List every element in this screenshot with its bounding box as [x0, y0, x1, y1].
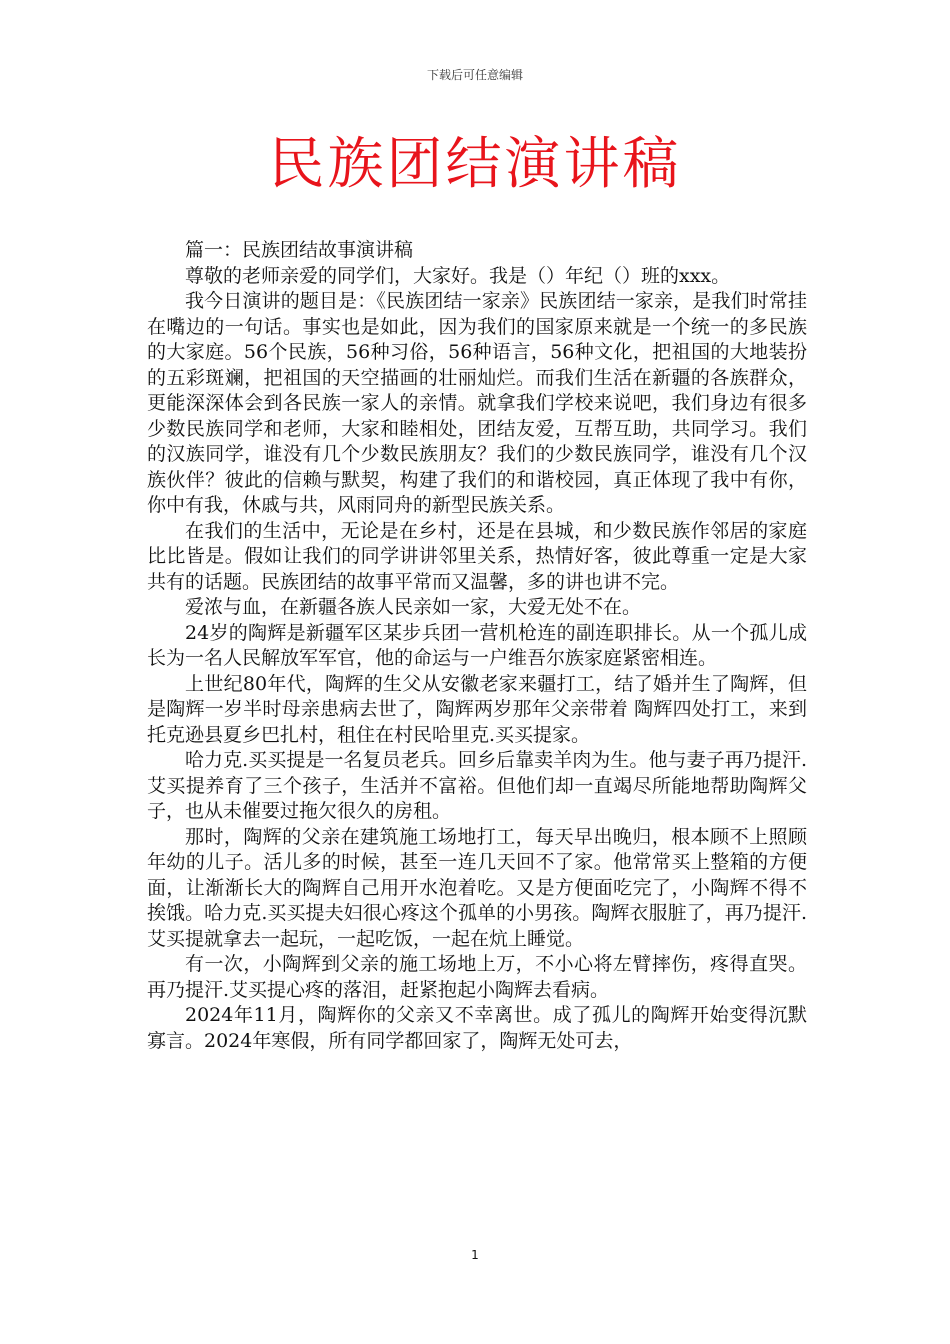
paragraph: 有一次，小陶辉到父亲的施工场地上万，不小心将左臂摔伤，疼得直哭。再乃提汗.艾买提心疼的落泪，赶紧抱起小陶辉去看病。	[147, 953, 807, 1001]
section-heading: 篇一：民族团结故事演讲稿	[185, 239, 414, 261]
paragraph: 在我们的生活中，无论是在乡村，还是在县城，和少数民族作邻居的家庭比比皆是。假如让我们的同学讲讲邻里关系，热情好客，彼此尊重一定是大家共有的话题。民族团结的故事平常而又温馨，多的讲也讲不完。	[147, 519, 807, 593]
paragraph: 尊敬的老师亲爱的同学们，大家好。我是（）年纪（）班的xxx。	[185, 264, 731, 287]
paragraph: 24岁的陶辉是新疆军区某步兵团一营机枪连的副连职排长。从一个孤儿成长为一名人民解放军军官，他的命运与一户维吾尔族家庭紧密相连。	[147, 621, 807, 669]
document-body	[147, 238, 807, 1054]
paragraph: 那时，陶辉的父亲在建筑施工场地打工，每天早出晚归，根本顾不上照顾年幼的儿子。活儿多的时候，甚至一连几天回不了家。他常常买上整箱的方便面，让渐渐长大的陶辉自己用开水泡着吃。又是方便面吃完了，小陶辉不得不挨饿。哈力克.买买提夫妇很心疼这个孤单的小男孩。陶辉衣服脏了，再乃提汗.艾买提就拿去一起玩，一起吃饭，一起在炕上睡觉。	[147, 825, 807, 950]
document-title: 民族团结演讲稿	[268, 132, 682, 197]
paragraph: 哈力克.买买提是一名复员老兵。回乡后靠卖羊肉为生。他与妻子再乃提汗.艾买提养育了三个孩子，生活并不富裕。但他们却一直竭尽所能地帮助陶辉父子，也从未催要过拖欠很久的房租。	[147, 749, 807, 822]
page-number: 1	[471, 1248, 479, 1262]
paragraph: 我今日演讲的题目是：《民族团结一家亲》民族团结一家亲，是我们时常挂在嘴边的一句话。事实也是如此，因为我们的国家原来就是一个统一的多民族的大家庭。56个民族，56种习俗，56种语言，56种文化，把祖国的大地装扮的五彩斑斓，把祖国的天空描画的壮丽灿烂。而我们生活在新疆的各族群众，更能深深体会到各民族一家人的亲情。就拿我们学校来说吧，我们身边有很多少数民族同学和老师，大家和睦相处，团结友爱，互帮互助，共同学习。我们的汉族同学，谁没有几个少数民族朋友？我们的少数民族同学，谁没有几个汉族伙伴？彼此的信赖与默契，构建了我们的和谐校园，真正体现了我中有你，你中有我，休戚与共，风雨同舟的新型民族关系。	[147, 290, 807, 516]
paragraph: 爱浓与血，在新疆各族人民亲如一家，大爱无处不在。	[185, 596, 642, 618]
paragraph: 上世纪80年代，陶辉的生父从安徽老家来疆打工，结了婚并生了陶辉，但是陶辉一岁半时母亲患病去世了，陶辉两岁那年父亲带着 陶辉四处打工，来到托克逊县夏乡巴扎村，租住在村民哈里克.买买提家。	[147, 672, 807, 746]
header-note: 下载后可任意编辑	[426, 68, 523, 82]
paragraph: 2024年11月，陶辉你的父亲又不幸离世。成了孤儿的陶辉开始变得沉默寡言。2024年寒假，所有同学都回家了，陶辉无处可去，	[147, 1004, 807, 1052]
